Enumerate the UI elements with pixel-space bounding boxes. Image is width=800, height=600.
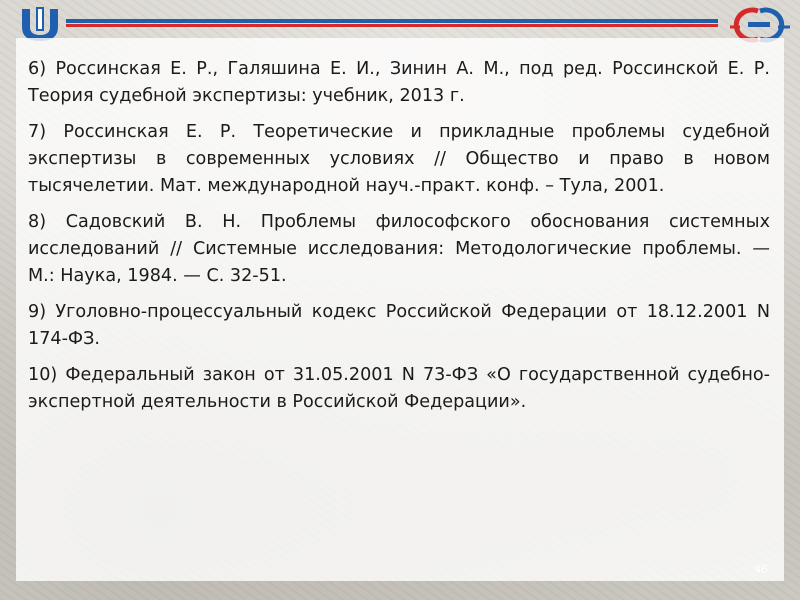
reference-item-8: 8) Садовский В. Н. Проблемы философского обоснования системных исследований // Системные исследования: Методологические проблемы. — М.: Наука, 1984. — С. 32-51. <box>28 212 770 286</box>
reference-list <box>28 56 770 425</box>
reference-item-9: 9) Уголовно-процессуальный кодекс Российской Федерации от 18.12.2001 N 174-ФЗ. <box>28 302 770 349</box>
reference-item-7: 7) Россинская Е. Р. Теоретические и прикладные проблемы судебной экспертизы в современных условиях // Общество и право в новом тысячелетии. Мат. международной науч.-практ. конф. – Тула, 2001. <box>28 122 770 196</box>
reference-item-10: 10) Федеральный закон от 31.05.2001 N 73-ФЗ «О государственной судебно-экспертной деятельности в Российской Федерации». <box>28 365 770 412</box>
header-divider <box>66 16 718 30</box>
reference-item-6: 6) Россинская Е. Р., Галяшина Е. И., Зинин А. М., под ред. Россинской Е. Р. Теория судебной экспертизы: учебник, 2013 г. <box>28 59 770 106</box>
page-number: 46 <box>754 563 768 576</box>
